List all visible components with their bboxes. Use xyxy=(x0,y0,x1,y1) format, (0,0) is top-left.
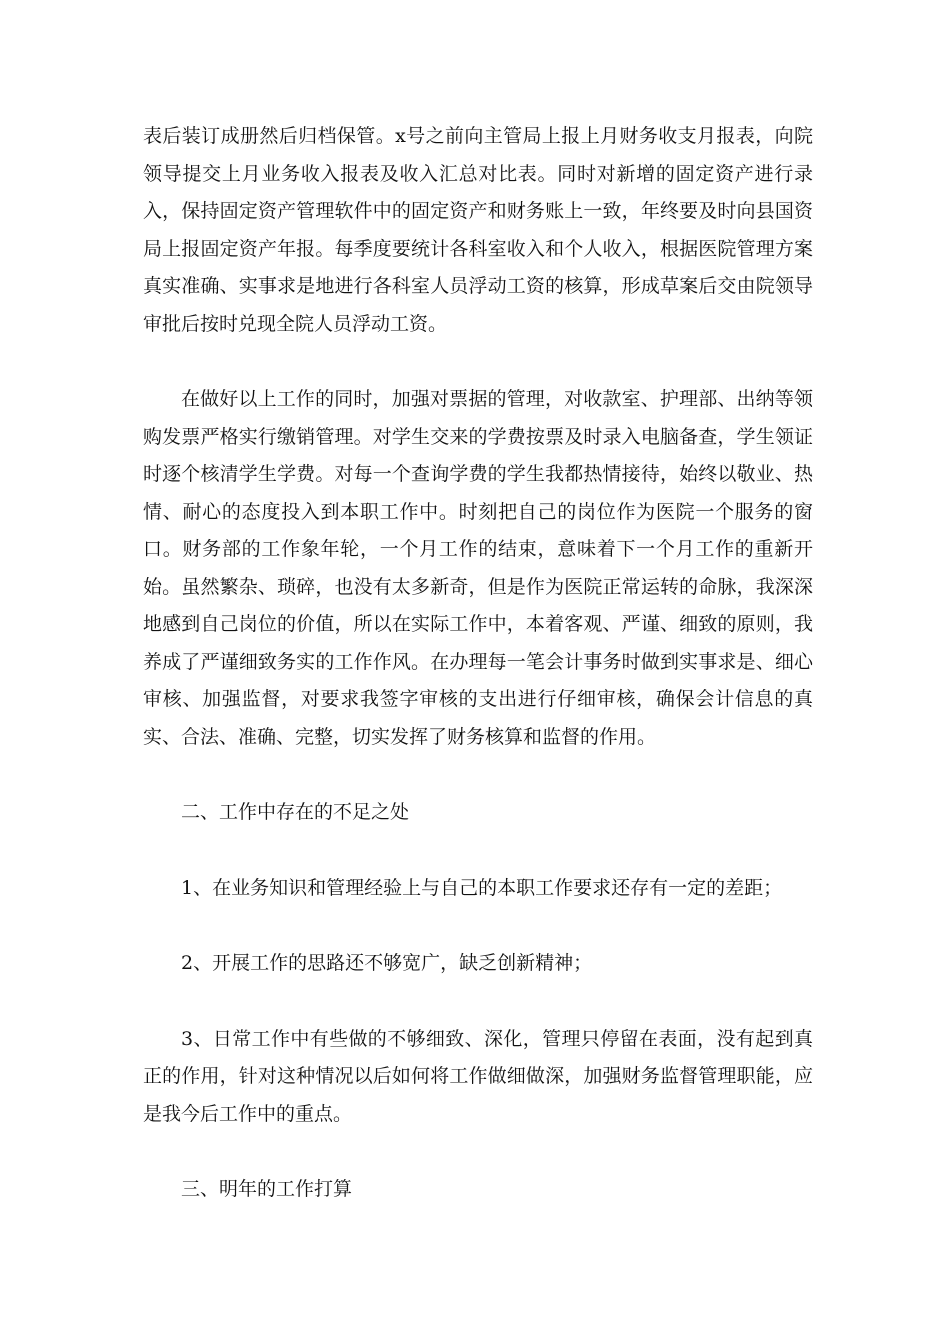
list-item-shortcoming-1: 1、在业务知识和管理经验上与自己的本职工作要求还存有一定的差距； xyxy=(181,876,783,899)
paragraph-bill-management: 在做好以上工作的同时，加强对票据的管理，对收款室、护理部、出纳等领购发票严格实行缴销管理。对学生交来的学费按票及时录入电脑备查，学生领证时逐个核清学生学费。对每一个查询学费的学生我都热情接待，始终以敬业、热情、耐心的态度投入到本职工作中。时刻把自己的岗位作为医院一个服务的窗口。财务部的工作象年轮，一个月工作的结束，意味着下一个月工作的重新开始。虽然繁杂、琐碎，也没有太多新奇，但是作为医院正常运转的命脉，我深深地感到自己岗位的价值，所以在实际工作中，本着客观、严谨、细致的原则，我养成了严谨细致务实的工作作风。在办理每一笔会计事务时做到实事求是、细心审核、加强监督，对要求我签字审核的支出进行仔细审核，确保会计信息的真实、合法、准确、完整，切实发挥了财务核算和监督的作用。 xyxy=(143,388,813,748)
section-heading-next-year-plan: 三、明年的工作打算 xyxy=(181,1178,353,1200)
section-heading-shortcomings: 二、工作中存在的不足之处 xyxy=(181,801,410,823)
list-item-shortcoming-2: 2、开展工作的思路还不够宽广，缺乏创新精神； xyxy=(181,952,593,974)
list-item-shortcoming-3: 3、日常工作中有些做的不够细致、深化，管理只停留在表面，没有起到真正的作用，针对这种情况以后如何将工作做细做深，加强财务监督管理职能，应是我今后工作中的重点。 xyxy=(143,1027,813,1125)
document-body xyxy=(143,118,813,1209)
paragraph-continued: 表后装订成册然后归档保管。x号之前向主管局上报上月财务收支月报表，向院领导提交上月业务收入报表及收入汇总对比表。同时对新增的固定资产进行录入，保持固定资产管理软件中的固定资产和财务账上一致，年终要及时向县国资局上报固定资产年报。每季度要统计各科室收入和个人收入，根据医院管理方案真实准确、实事求是地进行各科室人员浮动工资的核算，形成草案后交由院领导审批后按时兑现全院人员浮动工资。 xyxy=(143,125,813,335)
